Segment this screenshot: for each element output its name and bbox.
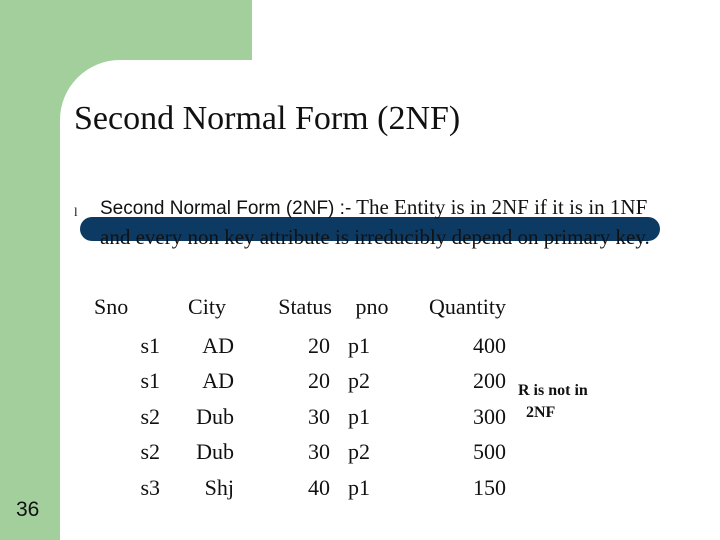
slide-title: Second Normal Form (2NF) <box>74 100 461 137</box>
table-row <box>88 328 506 364</box>
cell-pno: p1 <box>348 403 370 429</box>
cell-pno: p1 <box>348 332 370 358</box>
cell-quantity: 150 <box>473 474 506 500</box>
cell-city: AD <box>202 368 234 394</box>
cell-status: 30 <box>308 439 330 465</box>
cell-sno: s1 <box>140 368 160 394</box>
page-number: 36 <box>16 498 40 521</box>
cell-quantity: 400 <box>473 332 506 358</box>
table-row <box>88 399 506 435</box>
cell-city: AD <box>202 332 234 358</box>
cell-pno: p2 <box>348 368 370 394</box>
cell-quantity: 300 <box>473 403 506 429</box>
note-line-1: R is not in <box>518 382 588 399</box>
relation-table <box>88 286 506 506</box>
cell-city: Dub <box>196 403 234 429</box>
cell-sno: s1 <box>140 332 160 358</box>
table-header-row <box>88 286 506 328</box>
cell-quantity: 500 <box>473 439 506 465</box>
cell-status: 20 <box>308 368 330 394</box>
column-header-sno: Sno <box>94 294 129 319</box>
column-header-pno: pno <box>355 294 389 319</box>
table-row <box>88 435 506 471</box>
bullet-icon: l <box>74 204 78 219</box>
cell-status: 40 <box>308 474 330 500</box>
cell-pno: p2 <box>348 439 370 465</box>
bullet-lead: Second Normal Form (2NF) :- <box>100 198 352 219</box>
cell-sno: s2 <box>140 439 160 465</box>
cell-status: 20 <box>308 332 330 358</box>
cell-city: Dub <box>196 439 234 465</box>
table-row <box>88 470 506 506</box>
column-header-quantity: Quantity <box>429 294 506 319</box>
normal-form-note <box>518 380 638 424</box>
cell-status: 30 <box>308 403 330 429</box>
column-header-city: City <box>188 294 226 319</box>
cell-city: Shj <box>204 474 234 500</box>
cell-quantity: 200 <box>473 368 506 394</box>
column-header-status: Status <box>278 294 332 319</box>
cell-sno: s2 <box>140 403 160 429</box>
bullet-body: The Entity is in 2NF if it is in 1NF and every non key attribute is irreducibly depend on primary key. <box>100 195 650 249</box>
note-line-2: 2NF <box>526 404 556 421</box>
cell-pno: p1 <box>348 474 370 500</box>
cell-sno: s3 <box>140 474 160 500</box>
table-row <box>88 364 506 400</box>
bullet-text <box>100 193 660 251</box>
